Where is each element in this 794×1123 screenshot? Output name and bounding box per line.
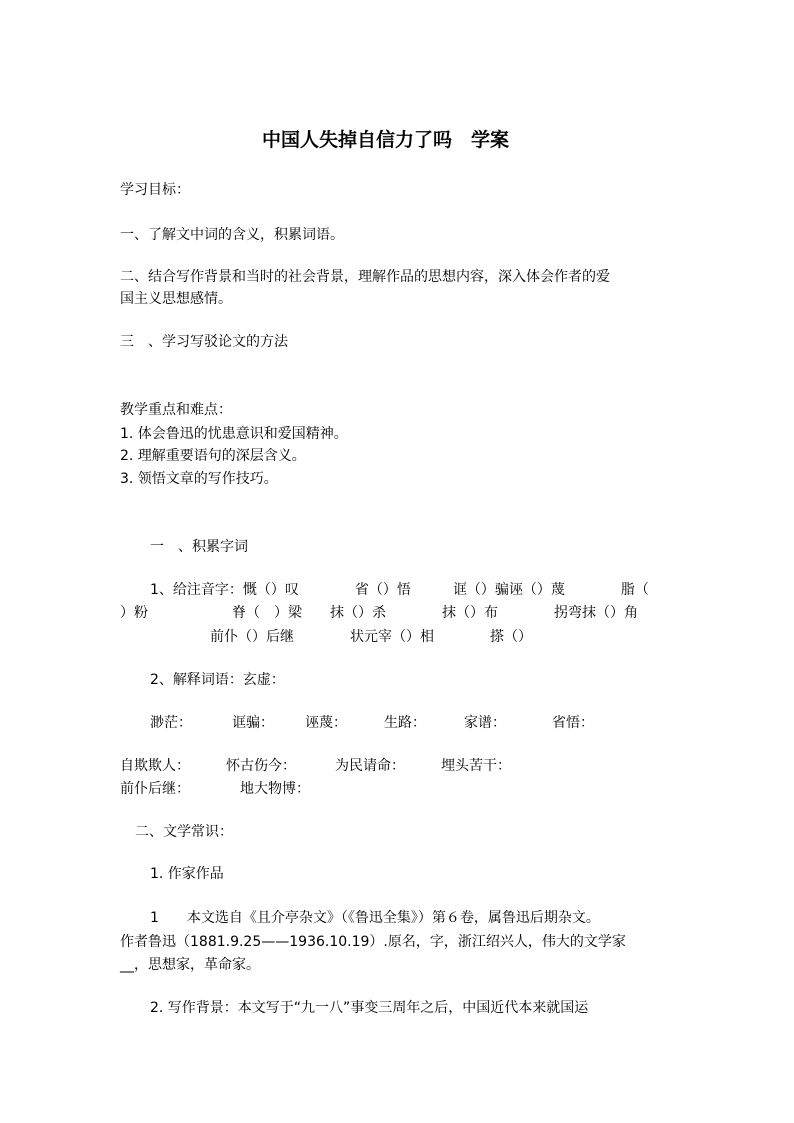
- goal-item-2-line-2: 国主义思想感情。: [120, 291, 232, 307]
- term: 生路：: [384, 715, 426, 731]
- key-points-heading: 教学重点和难点：: [120, 402, 232, 418]
- key-point-item: 2. 理解重要语句的深层含义。: [120, 448, 306, 464]
- para-1-line-2: 作者鲁迅（1881.9.25——1936.10.19）.原名，字，浙江绍兴人，伟大的文学家: [120, 934, 626, 950]
- key-point-item: 1. 体会鲁迅的忧患意识和爱国精神。: [120, 426, 348, 442]
- term: 前仆后继：: [120, 781, 190, 797]
- term: 埋头苦干：: [441, 758, 511, 774]
- term: 家谱：: [464, 715, 506, 731]
- define-heading: 2、解释词语：玄虚：: [150, 672, 285, 688]
- section-1-heading: 一 、积累字词: [150, 539, 248, 555]
- term: 地大物博：: [240, 781, 310, 797]
- phonetic-line-2: ）粉 脊（ ）梁 抹（）杀 抹（）布 拐弯抹（）角: [120, 605, 638, 621]
- term: 诓骗：: [232, 715, 274, 731]
- section-2-sub-1: 1. 作家作品: [150, 866, 224, 882]
- phonetic-line-3: 前仆（）后继 状元宰（）相 搽（）: [210, 629, 532, 645]
- term: 自欺欺人：: [120, 758, 190, 774]
- goals-heading: 学习目标：: [120, 182, 190, 198]
- term: 渺茫：: [150, 715, 192, 731]
- term: 诬蔑：: [305, 715, 347, 731]
- section-2-heading: 二、文学常识：: [135, 824, 233, 840]
- key-point-item: 3. 领悟文章的写作技巧。: [120, 471, 278, 487]
- para-1-line-3: __，思想家，革命家。: [120, 957, 260, 973]
- goal-item-1: 一、了解文中词的含义，积累词语。: [120, 227, 344, 243]
- term: 省悟：: [552, 715, 594, 731]
- phonetic-line-1: 1、给注音字：慨（）叹 省（）悟 诓（）骗诬（）蔑 脂（: [150, 582, 649, 598]
- para-1-line-1: 1 本文选自《且介亭杂文》（《鲁迅全集》）第６卷，属鲁迅后期杂文。: [150, 910, 600, 926]
- goal-item-3: 三 、学习写驳论文的方法: [120, 334, 288, 350]
- para-2-line-1: 2. 写作背景：本文写于“九一八”事变三周年之后，中国近代本来就国运: [150, 1000, 589, 1016]
- page-title: 中国人失掉自信力了吗 学案: [262, 129, 510, 151]
- term: 怀古伤今：: [226, 758, 296, 774]
- term: 为民请命：: [335, 758, 405, 774]
- goal-item-2-line-1: 二、结合写作背景和当时的社会背景，理解作品的思想内容，深入体会作者的爱: [120, 269, 610, 285]
